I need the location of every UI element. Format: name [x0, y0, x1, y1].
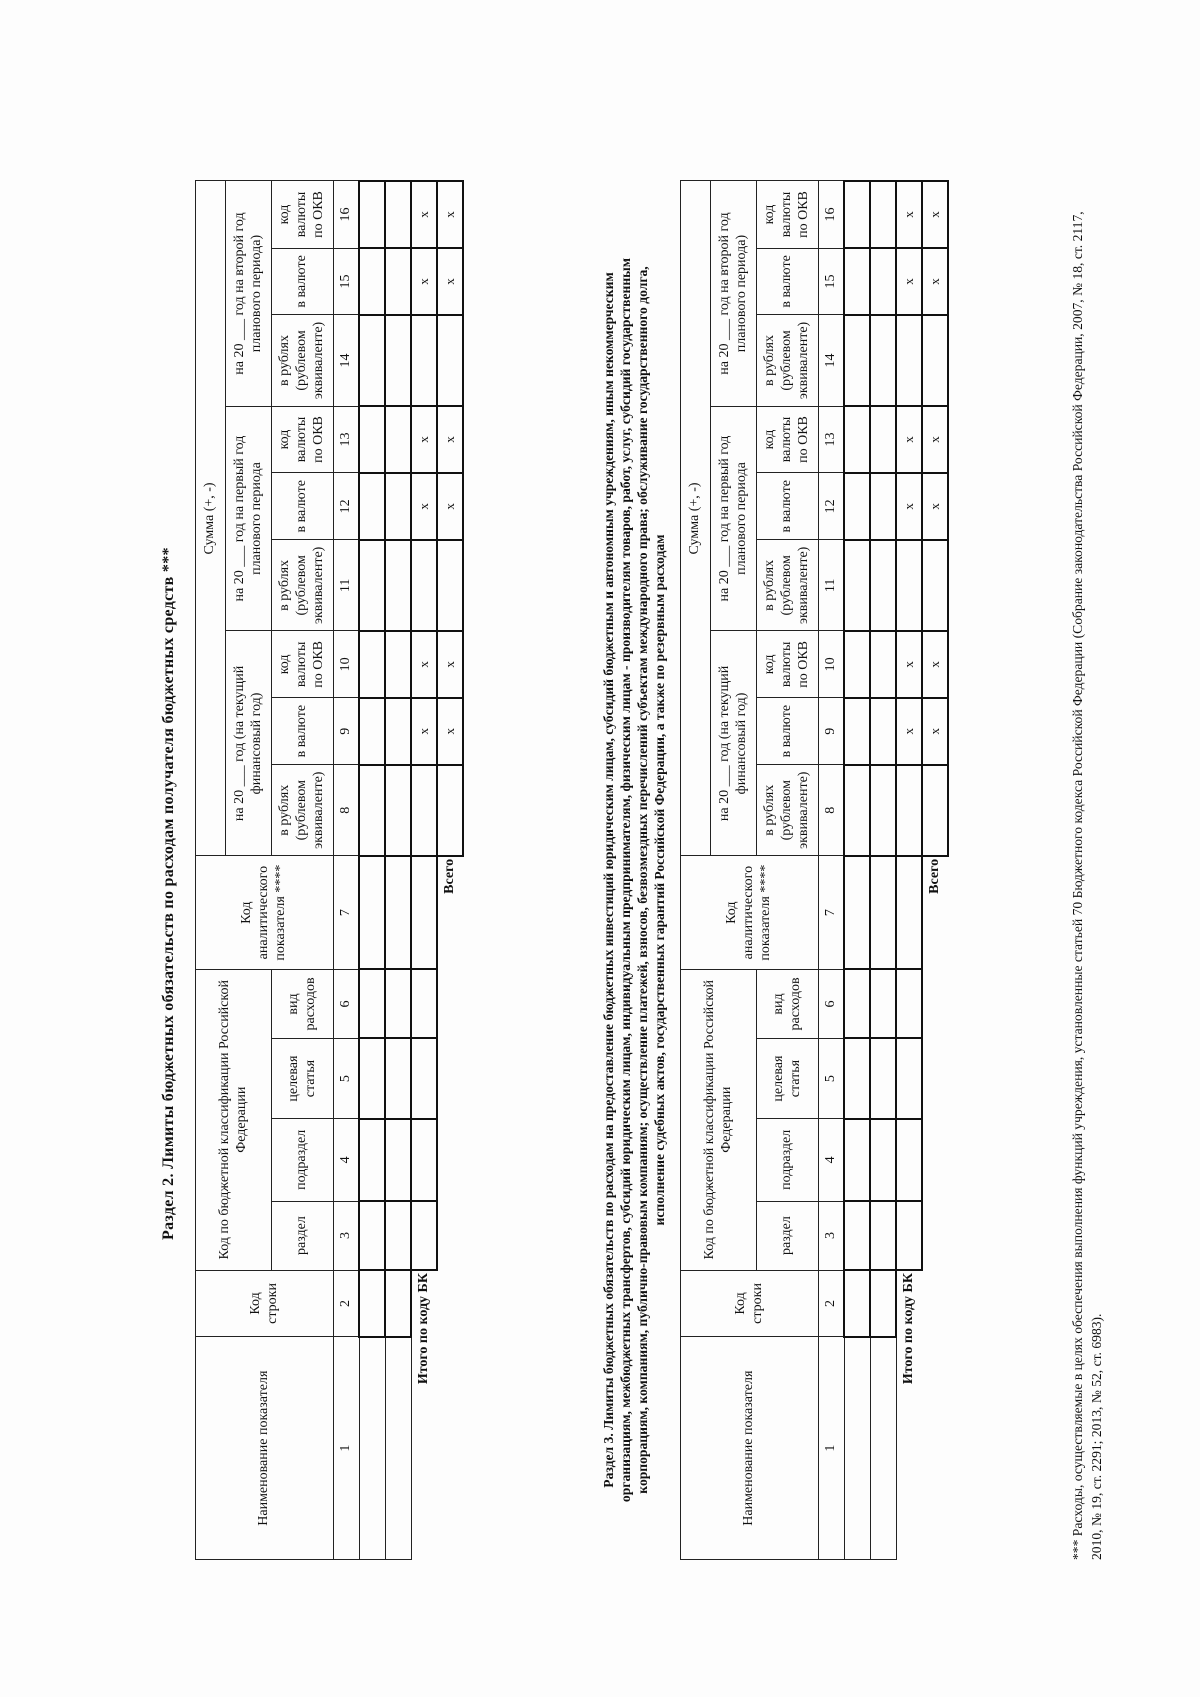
x-mark: x [896, 698, 922, 765]
col-num: 9 [819, 698, 845, 765]
header-okv: код валюты по ОКВ [272, 181, 334, 248]
col-num: 4 [819, 1119, 845, 1201]
x-mark: x [437, 406, 463, 473]
col-num: 9 [334, 698, 360, 765]
limits-table-section2 [195, 180, 464, 1560]
x-mark: x [411, 631, 437, 698]
header-okv: код валюты по ОКВ [272, 631, 334, 698]
header-currency: в валюте [272, 248, 334, 315]
header-subsection: подраздел [757, 1119, 819, 1201]
vsego-row [922, 181, 948, 1560]
header-current-year: на 20 ___ год (на текущий финансовый год) [711, 631, 757, 856]
table-row [844, 181, 870, 1560]
itogo-row [896, 181, 922, 1560]
col-num: 6 [819, 969, 845, 1038]
x-mark: x [896, 248, 922, 315]
header-okv: код валюты по ОКВ [272, 406, 334, 473]
col-num: 8 [819, 765, 845, 856]
col-num: 5 [819, 1038, 845, 1118]
x-mark: x [896, 473, 922, 540]
col-num: 16 [334, 181, 360, 248]
section3-title: Раздел 3. Лимиты бюджетных обязательств по расходам на предоставление бюджетных инвестиций юридическим лицам, субсидий бюджетным и автономным учреждениям, иным некоммерческим организациям, межбюджетных трансфертов, субсидий юридическим лицам, индивидуальным предпринимателям, физическим лицам - производителям товаров, работ, услуг, субсидий государственным корпорациям, компаниям, публично-правовым компаниям; осуществление платежей, взносов, безвозмездных перечислений субъектам международного права; обслуживание государственного долга, исполнение судебных актов, государственных гарантий Российской Федерации, а также по резервным расходам [601, 257, 667, 1503]
col-num: 5 [334, 1038, 360, 1118]
col-num: 7 [819, 856, 845, 970]
x-mark: x [437, 698, 463, 765]
col-num: 11 [334, 540, 360, 631]
header-rub: в рублях (рублевом эквиваленте) [272, 315, 334, 406]
col-num: 1 [334, 1337, 360, 1560]
header-rub: в рублях (рублевом эквиваленте) [757, 540, 819, 631]
header-rub: в рублях (рублевом эквиваленте) [272, 540, 334, 631]
header-bk-code: Код по бюджетной классификации Российской Федерации [681, 969, 757, 1270]
col-num: 15 [819, 248, 845, 315]
vsego-label: Всего [442, 858, 458, 894]
header-bk-code: Код по бюджетной классификации Российской Федерации [196, 969, 272, 1270]
header-currency: в валюте [272, 698, 334, 765]
header-expense-type: вид расходов [757, 969, 819, 1038]
section2-title: Раздел 2. Лимиты бюджетных обязательств по расходам получателя бюджетных средств *** [160, 547, 177, 1240]
header-line-code: Код строки [681, 1270, 819, 1337]
rotated-sheet [120, 191, 1104, 1600]
header-expense-type: вид расходов [272, 969, 334, 1038]
x-mark: x [922, 631, 948, 698]
x-mark: x [411, 181, 437, 248]
header-sum: Сумма (+, -) [196, 181, 226, 856]
header-okv: код валюты по ОКВ [757, 181, 819, 248]
header-current-year: на 20 ___ год (на текущий финансовый год) [226, 631, 272, 856]
col-num: 2 [819, 1270, 845, 1337]
header-second-plan-year: на 20 ___ год на второй год планового периода) [711, 181, 757, 406]
vsego-row [437, 181, 463, 1560]
col-num: 13 [819, 406, 845, 473]
x-mark: x [896, 406, 922, 473]
limits-table-section3 [680, 180, 949, 1560]
x-mark: x [922, 406, 948, 473]
col-num: 4 [334, 1119, 360, 1201]
x-mark: x [896, 631, 922, 698]
table-row [359, 181, 385, 1560]
x-mark: x [896, 181, 922, 248]
col-num: 16 [819, 181, 845, 248]
col-num: 8 [334, 765, 360, 856]
table-row [870, 181, 896, 1560]
header-line-code: Код строки [196, 1270, 334, 1337]
col-num: 3 [819, 1201, 845, 1270]
header-okv: код валюты по ОКВ [757, 631, 819, 698]
x-mark: x [922, 181, 948, 248]
header-subsection: подраздел [272, 1119, 334, 1201]
col-num: 10 [334, 631, 360, 698]
col-num: 13 [334, 406, 360, 473]
x-mark: x [411, 248, 437, 315]
col-num: 11 [819, 540, 845, 631]
col-num: 7 [334, 856, 360, 970]
header-currency: в валюте [757, 698, 819, 765]
header-sum: Сумма (+, -) [681, 181, 711, 856]
header-second-plan-year: на 20 ___ год на второй год планового периода) [226, 181, 272, 406]
x-mark: x [437, 473, 463, 540]
col-num: 12 [819, 473, 845, 540]
col-num: 2 [334, 1270, 360, 1337]
footnote: *** Расходы, осуществляемые в целях обеспечения выполнения функций учреждения, установленные статьей 70 Бюджетного кодекса Российской Федерации (Собрание законодательства Российской Федерации, 2007, № 18, ст. 2117, 2010, № 19, ст. 2291; 2013, № 52, ст. 6983). [1070, 211, 1104, 1560]
col-num: 14 [819, 315, 845, 406]
col-num: 6 [334, 969, 360, 1038]
x-mark: x [922, 473, 948, 540]
header-rub: в рублях (рублевом эквиваленте) [272, 765, 334, 856]
x-mark: x [922, 698, 948, 765]
header-currency: в валюте [757, 248, 819, 315]
header-section: раздел [272, 1201, 334, 1270]
col-num: 12 [334, 473, 360, 540]
itogo-label: Итого по коду БК [416, 1273, 432, 1385]
column-numbers-row [334, 181, 360, 1560]
column-numbers-row [819, 181, 845, 1560]
x-mark: x [437, 181, 463, 248]
itogo-label: Итого по коду БК [901, 1273, 917, 1385]
x-mark: x [411, 406, 437, 473]
header-target-article: целевая статья [757, 1038, 819, 1118]
col-num: 1 [819, 1337, 845, 1560]
header-first-plan-year: на 20 ___ год на первый год планового периода [711, 406, 757, 631]
header-analytic-code: Код аналитического показателя **** [681, 856, 819, 970]
col-num: 15 [334, 248, 360, 315]
col-num: 3 [334, 1201, 360, 1270]
header-name: Наименование показателя [196, 1337, 334, 1560]
x-mark: x [437, 631, 463, 698]
itogo-row [411, 181, 437, 1560]
header-target-article: целевая статья [272, 1038, 334, 1118]
header-analytic-code: Код аналитического показателя **** [196, 856, 334, 970]
header-currency: в валюте [757, 473, 819, 540]
x-mark: x [411, 698, 437, 765]
table-row [385, 181, 411, 1560]
x-mark: x [922, 248, 948, 315]
header-name: Наименование показателя [681, 1337, 819, 1560]
header-rub: в рублях (рублевом эквиваленте) [757, 315, 819, 406]
x-mark: x [437, 248, 463, 315]
header-currency: в валюте [272, 473, 334, 540]
x-mark: x [411, 473, 437, 540]
col-num: 14 [334, 315, 360, 406]
header-okv: код валюты по ОКВ [757, 406, 819, 473]
header-section: раздел [757, 1201, 819, 1270]
header-rub: в рублях (рублевом эквиваленте) [757, 765, 819, 856]
header-first-plan-year: на 20 ___ год на первый год планового периода [226, 406, 272, 631]
vsego-label: Всего [927, 858, 943, 894]
col-num: 10 [819, 631, 845, 698]
